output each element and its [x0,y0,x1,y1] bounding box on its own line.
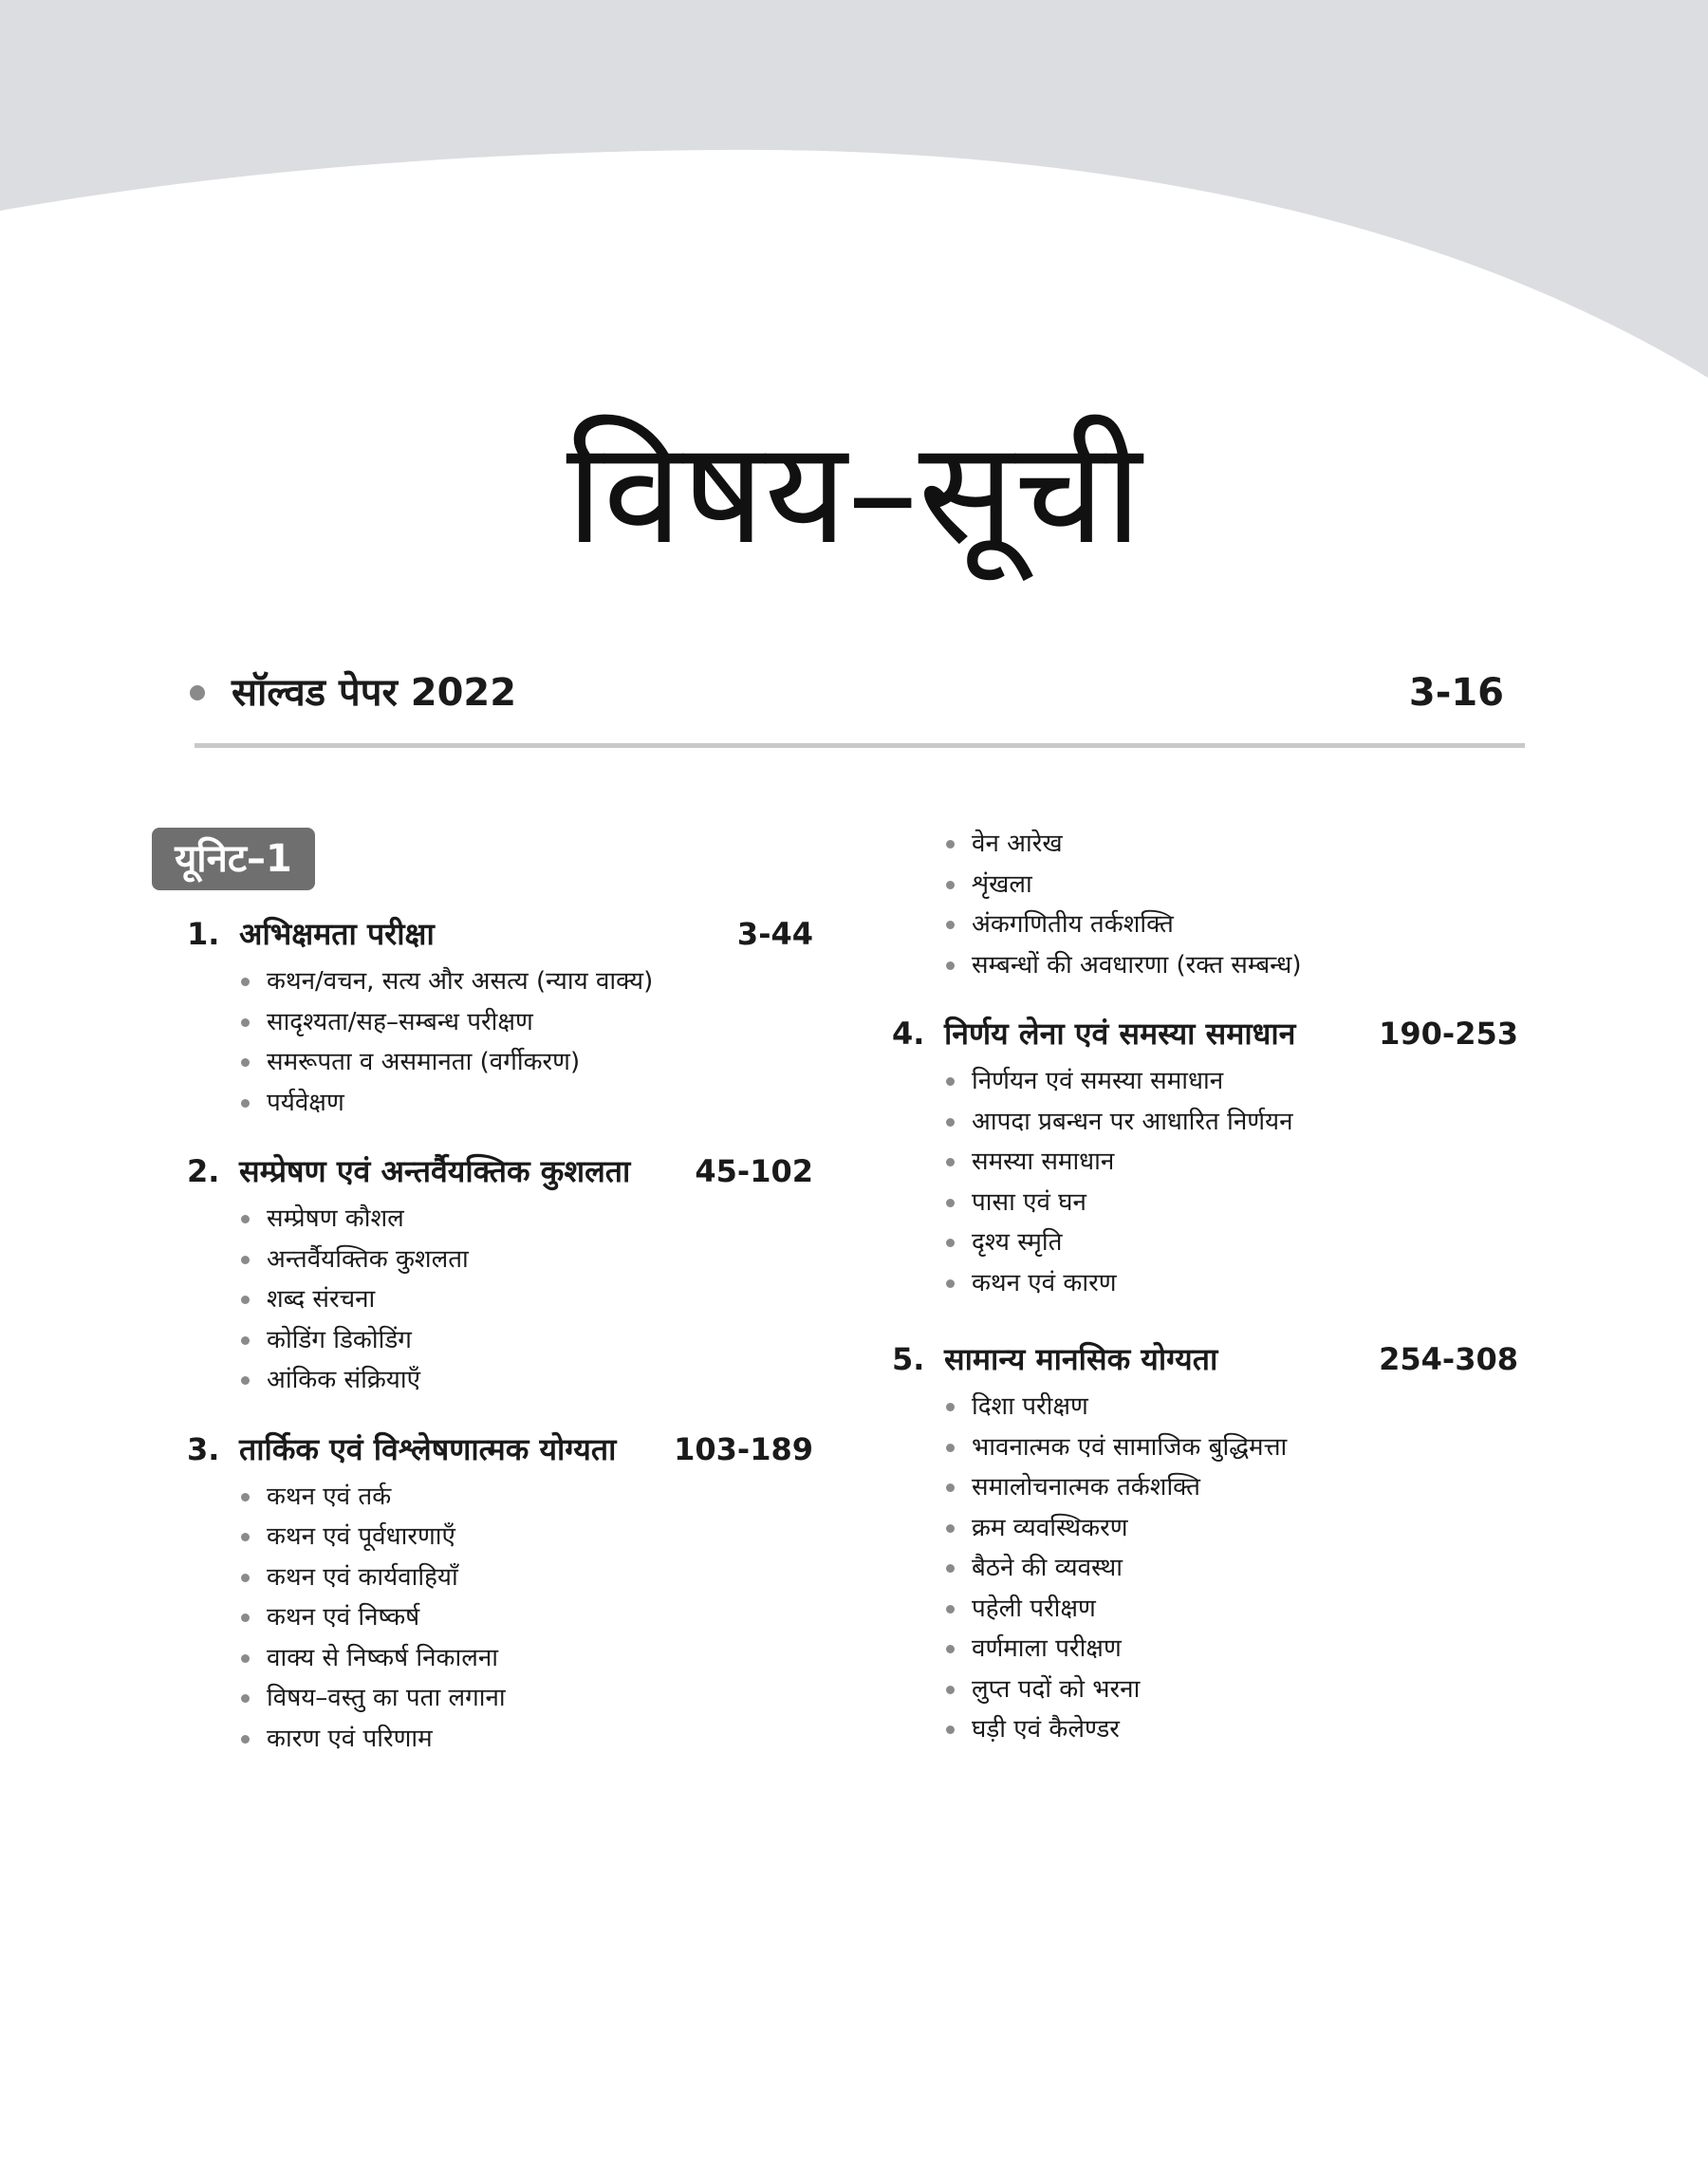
list-item [187,961,813,1002]
list-item [892,945,1518,986]
list-item [187,1002,813,1043]
list-item [187,1638,813,1679]
list-item [187,1083,813,1124]
bullet-icon [241,1694,250,1703]
list-item-label: घड़ी एवं कैलेण्डर [972,1715,1120,1744]
bullet-icon [241,1735,250,1744]
bullet-icon [241,1493,250,1502]
bullet-icon [946,1645,955,1653]
bullet-icon [241,1614,250,1622]
list-item-label: कथन एवं कार्यवाहियाँ [267,1562,458,1592]
toc-section-3 [187,1422,813,1760]
list-item [892,1142,1518,1183]
list-item [187,1678,813,1719]
section-heading [187,1144,813,1199]
list-item-label: दृश्य स्मृति [972,1228,1063,1257]
bullet-icon [946,1239,955,1247]
section-items [892,824,1518,985]
section-pages: 254-308 [1379,1341,1518,1377]
page-title: विषय–सूची [566,411,1142,576]
list-item [892,1102,1518,1143]
list-item-label: भावनात्मक एवं सामाजिक बुद्धिमत्ता [972,1432,1288,1462]
bullet-icon [946,1726,955,1734]
bullet-icon [946,1444,955,1452]
bullet-icon [946,921,955,929]
list-item-label: अन्तर्वैयक्तिक कुशलता [267,1244,469,1274]
bullet-icon [946,1605,955,1614]
list-item-label: अंकगणितीय तर्कशक्ति [972,910,1174,939]
bullet-icon [946,1199,955,1207]
section-spacer [187,1123,813,1144]
toc-section-1 [187,906,813,1123]
list-item [892,1427,1518,1468]
list-item-label: कथन एवं तर्क [267,1482,392,1511]
bullet-icon [241,1296,250,1304]
bullet-icon [946,840,955,849]
section-heading [892,1332,1518,1387]
list-item [892,1222,1518,1263]
section-pages: 103-189 [674,1430,813,1467]
list-item [892,1589,1518,1630]
bullet-icon [241,1256,250,1264]
list-item-label: वर्णमाला परीक्षण [972,1634,1122,1663]
list-item-label: दिशा परीक्षण [972,1392,1088,1421]
section-heading [187,1422,813,1477]
list-item [187,1360,813,1401]
bullet-icon [241,1533,250,1541]
bullet-icon [946,881,955,889]
list-item [892,1548,1518,1589]
toc-section-5 [892,1332,1518,1750]
list-item-label: विषय–वस्तु का पता लगाना [267,1684,506,1712]
bullet-icon [241,1058,250,1067]
list-item [892,1263,1518,1304]
section-pages: 190-253 [1379,1016,1518,1052]
section-number: 2. [187,1153,220,1189]
list-item [187,1597,813,1638]
section-title: सामान्य मानसिक योग्यता [944,1341,1218,1377]
section-items [892,1061,1518,1303]
bullet-icon [241,1376,250,1385]
list-item [892,1387,1518,1427]
solved-paper-divider [195,743,1525,748]
section-heading [187,906,813,961]
list-item-label: सम्प्रेषण कौशल [267,1204,404,1233]
list-item-label: कथन/वचन, सत्य और असत्य (न्याय वाक्य) [267,967,654,996]
list-item-label: शब्द संरचना [267,1285,376,1314]
list-item [892,1709,1518,1750]
section-title: सम्प्रेषण एवं अन्तर्वैयक्तिक कुशलता [239,1153,631,1189]
solved-paper-label: सॉल्वड पेपर 2022 [232,671,517,715]
list-item [892,824,1518,865]
bullet-icon [946,1077,955,1086]
list-item [892,1670,1518,1710]
list-item-label: क्रम व्यवस्थिकरण [972,1513,1128,1542]
list-item-label: कोडिंग डिकोडिंग [267,1325,412,1354]
list-item-label: शृंखला [972,869,1032,899]
section-number: 4. [892,1016,925,1052]
list-item-label: बैठने की व्यवस्था [972,1554,1123,1582]
list-item [187,1199,813,1240]
list-item-label: निर्णयन एवं समस्या समाधान [972,1067,1224,1095]
list-item [187,1320,813,1361]
section-pages: 45-102 [695,1153,813,1189]
solved-paper-row [190,664,1504,721]
top-arc-background [0,0,1708,399]
list-item [892,865,1518,905]
bullet-icon [946,1279,955,1288]
list-item-label: पर्यवेक्षण [267,1088,344,1117]
list-item [892,905,1518,945]
section-title: तार्किक एवं विश्लेषणात्मक योग्यता [239,1430,617,1467]
bullet-icon [946,1403,955,1411]
section-pages: 3-44 [736,916,813,952]
list-item-label: लुप्त पदों को भरना [972,1674,1141,1704]
list-item [892,1467,1518,1508]
section-spacer [892,1303,1518,1332]
unit-badge: यूनिट–1 [152,828,315,890]
list-item [187,1719,813,1760]
section-number: 1. [187,916,220,952]
bullet-icon [946,1118,955,1127]
list-item-label: समरूपता व असमानता (वर्गीकरण) [267,1048,581,1076]
list-item-label: आंकिक संक्रियाएँ [267,1366,420,1394]
solved-paper-pages: 3-16 [1408,671,1504,715]
list-item [187,1240,813,1280]
list-item-label: कथन एवं निष्कर्ष [267,1603,420,1632]
section-items [187,1477,813,1760]
list-item [187,1477,813,1518]
toc-left-column [187,906,813,1759]
top-arc-shape [0,0,1708,378]
section-spacer [892,985,1518,1006]
section-title: निर्णय लेना एवं समस्या समाधान [944,1016,1296,1052]
bullet-icon [241,978,250,986]
section-spacer [187,1401,813,1422]
bullet-icon [946,961,955,970]
list-item-label: सादृश्यता/सह–सम्बन्ध परीक्षण [267,1007,533,1036]
list-item-label: कारण एवं परिणाम [267,1724,433,1753]
section-title: अभिक्षमता परीक्षा [239,916,435,952]
bullet-icon [946,1524,955,1533]
bullet-icon [946,1564,955,1573]
section-number: 3. [187,1430,220,1467]
list-item-label: समालोचनात्मक तर्कशक्ति [972,1473,1200,1502]
section-heading [892,1006,1518,1061]
toc-right-column [892,824,1518,1750]
bullet-icon [241,1574,250,1582]
section-items [187,1199,813,1401]
list-item [187,1517,813,1558]
list-item [892,1183,1518,1223]
list-item-label: पहेली परीक्षण [972,1594,1096,1623]
list-item [187,1042,813,1083]
section-items [187,961,813,1123]
list-item [187,1558,813,1598]
bullet-icon [946,1686,955,1694]
list-item-label: सम्बन्धों की अवधारणा (रक्त सम्बन्ध) [972,950,1302,980]
list-item-label: वाक्य से निष्कर्ष निकालना [267,1643,499,1672]
bullet-icon [241,1654,250,1663]
list-item-label: पासा एवं घन [972,1187,1086,1217]
list-item [892,1508,1518,1549]
list-item-label: वेन आरेख [972,830,1063,858]
bullet-icon [241,1099,250,1108]
bullet-icon [241,1215,250,1223]
solved-paper-bullet-icon [190,685,205,700]
list-item [892,1061,1518,1102]
section-items [892,1387,1518,1750]
list-item-label: कथन एवं पूर्वधारणाएँ [267,1522,455,1551]
list-item-label: समस्या समाधान [972,1147,1115,1176]
list-item [187,1279,813,1320]
bullet-icon [946,1483,955,1492]
list-item-label: कथन एवं कारण [972,1268,1117,1297]
toc-section-2 [187,1144,813,1401]
section-number: 5. [892,1341,925,1377]
list-item-label: आपदा प्रबन्धन पर आधारित निर्णयन [972,1107,1293,1136]
toc-section-3-continued [892,824,1518,985]
list-item [892,1629,1518,1670]
bullet-icon [241,1018,250,1027]
bullet-icon [241,1336,250,1345]
toc-section-4 [892,1006,1518,1303]
bullet-icon [946,1158,955,1166]
